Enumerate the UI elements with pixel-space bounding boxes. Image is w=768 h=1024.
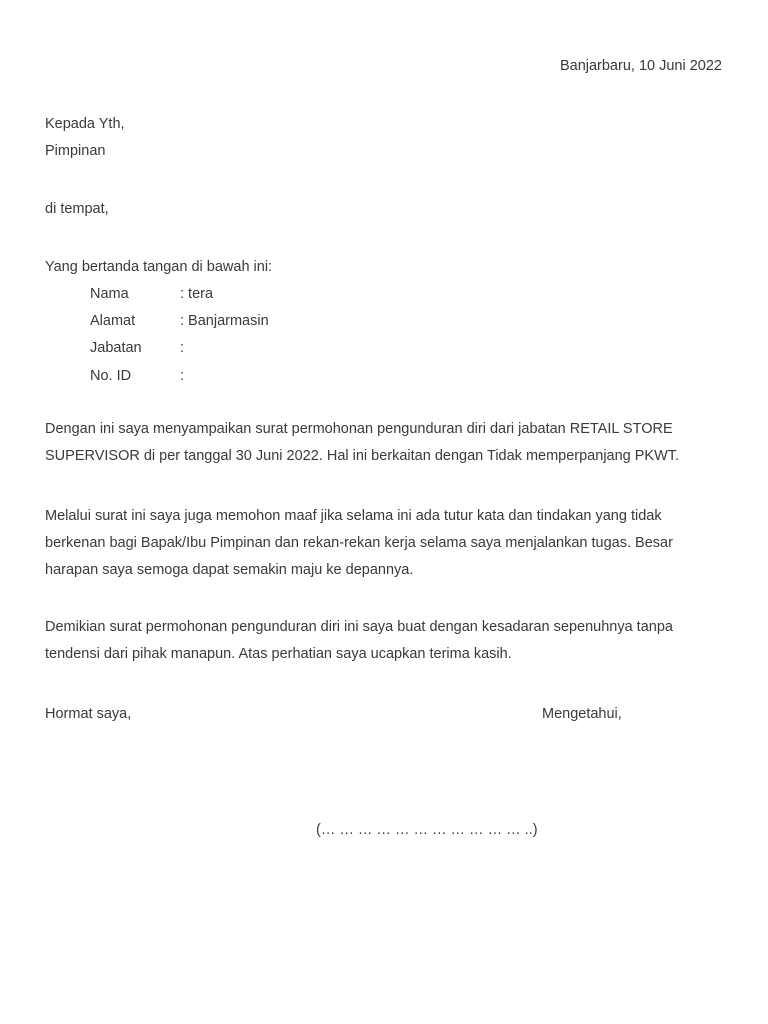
paragraph-line: Demikian surat permohonan pengunduran diri ini saya buat dengan kesadaran sepenuhnya tanpa xyxy=(45,619,673,635)
paragraph-resignation xyxy=(45,416,735,470)
field-value: : xyxy=(180,368,185,384)
paragraph-line: tendensi dari pihak manapun. Atas perhatian saya ucapkan terima kasih. xyxy=(45,646,512,662)
paragraph-line: harapan saya semoga dapat semakin maju ke depannya. xyxy=(45,562,414,578)
paragraph-line: Melalui surat ini saya juga memohon maaf jika selama ini ada tutur kata dan tindakan yang tidak xyxy=(45,508,662,524)
recipient-title: Pimpinan xyxy=(45,143,106,159)
signature-placeholder: (… … … … … … … … … … … ..) xyxy=(316,822,538,838)
recipient-location: di tempat, xyxy=(45,201,109,217)
field-value: : xyxy=(180,340,185,356)
field-label: Alamat xyxy=(90,313,136,329)
field-label: Nama xyxy=(90,286,129,302)
paragraph-line: SUPERVISOR di per tanggal 30 Juni 2022. Hal ini berkaitan dengan Tidak memperpanjang PKWT. xyxy=(45,448,680,464)
field-row-alamat xyxy=(90,312,269,330)
field-value: : Banjarmasin xyxy=(180,313,269,329)
field-row-nama xyxy=(90,285,213,303)
field-value: : tera xyxy=(180,286,214,302)
field-row-jabatan xyxy=(90,339,184,357)
closing-regards: Hormat saya, xyxy=(45,706,132,722)
date-line: Banjarbaru, 10 Juni 2022 xyxy=(559,58,722,74)
paragraph-apology xyxy=(45,503,735,584)
recipient-greeting: Kepada Yth, xyxy=(45,116,125,132)
paragraph-line: berkenan bagi Bapak/Ibu Pimpinan dan rekan-rekan kerja selama saya menjalankan tugas. Besar xyxy=(45,535,673,551)
field-label: No. ID xyxy=(90,368,132,384)
intro-text: Yang bertanda tangan di bawah ini: xyxy=(45,259,273,275)
closing-acknowledged: Mengetahui, xyxy=(542,706,622,722)
field-row-no-id xyxy=(90,367,184,385)
paragraph-closing xyxy=(45,614,735,668)
paragraph-line: Dengan ini saya menyampaikan surat permohonan pengunduran diri dari jabatan RETAIL STORE xyxy=(45,421,673,437)
field-label: Jabatan xyxy=(90,340,142,356)
